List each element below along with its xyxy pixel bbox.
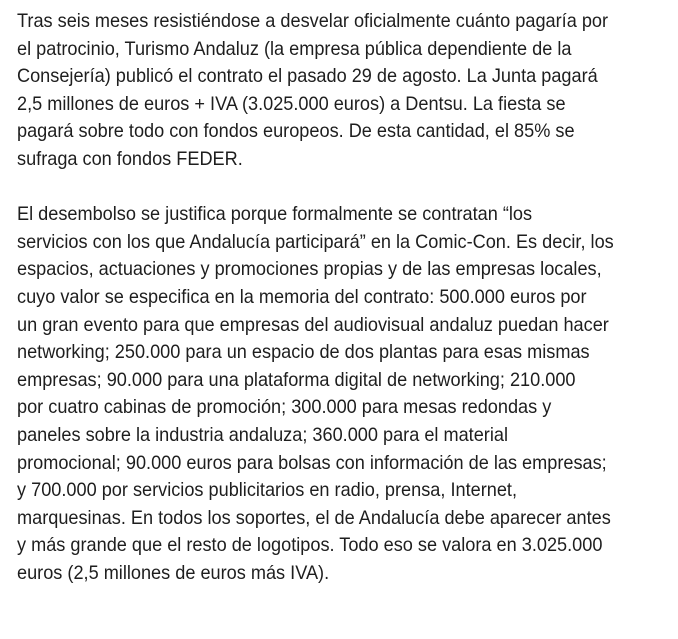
text-line: El desembolso se justifica porque formalmente se contratan “los (17, 203, 533, 226)
text-line: cuyo valor se especifica en la memoria del contrato: 500.000 euros por (17, 285, 587, 308)
text-line: promocional; 90.000 euros para bolsas con información de las empresas; (17, 451, 607, 474)
text-line: Consejería) publicó el contrato el pasado 29 de agosto. La Junta pagará (17, 65, 598, 88)
text-line: por cuatro cabinas de promoción; 300.000 para mesas redondas y (17, 396, 552, 419)
text-line: sufraga con fondos FEDER. (17, 147, 243, 170)
text-line: paneles sobre la industria andaluza; 360.000 para el material (17, 423, 508, 446)
text-line: empresas; 90.000 para una plataforma digital de networking; 210.000 (17, 368, 576, 391)
text-line: marquesinas. En todos los soportes, el de Andalucía debe aparecer antes (17, 506, 611, 529)
text-line: un gran evento para que empresas del audiovisual andaluz puedan hacer (17, 313, 609, 336)
text-line: networking; 250.000 para un espacio de dos plantas para esas mismas (17, 341, 590, 364)
text-line: y 700.000 por servicios publicitarios en radio, prensa, Internet, (17, 479, 518, 502)
paragraph-expense-breakdown (17, 201, 659, 587)
article-body (17, 8, 659, 615)
text-line: espacios, actuaciones y promociones propias y de las empresas locales, (17, 258, 602, 281)
text-line: euros (2,5 millones de euros más IVA). (17, 561, 330, 584)
text-line: 2,5 millones de euros + IVA (3.025.000 euros) a Dentsu. La fiesta se (17, 92, 566, 115)
text-line: y más grande que el resto de logotipos. Todo eso se valora en 3.025.000 (17, 534, 603, 557)
text-line: servicios con los que Andalucía participará” en la Comic-Con. Es decir, los (17, 230, 614, 253)
text-line: Tras seis meses resistiéndose a desvelar oficialmente cuánto pagaría por (17, 10, 609, 32)
text-line: pagará sobre todo con fondos europeos. De esta cantidad, el 85% se (17, 120, 575, 143)
paragraph-sponsorship-contract (17, 8, 659, 174)
text-line: el patrocinio, Turismo Andaluz (la empresa pública dependiente de la (17, 37, 572, 60)
